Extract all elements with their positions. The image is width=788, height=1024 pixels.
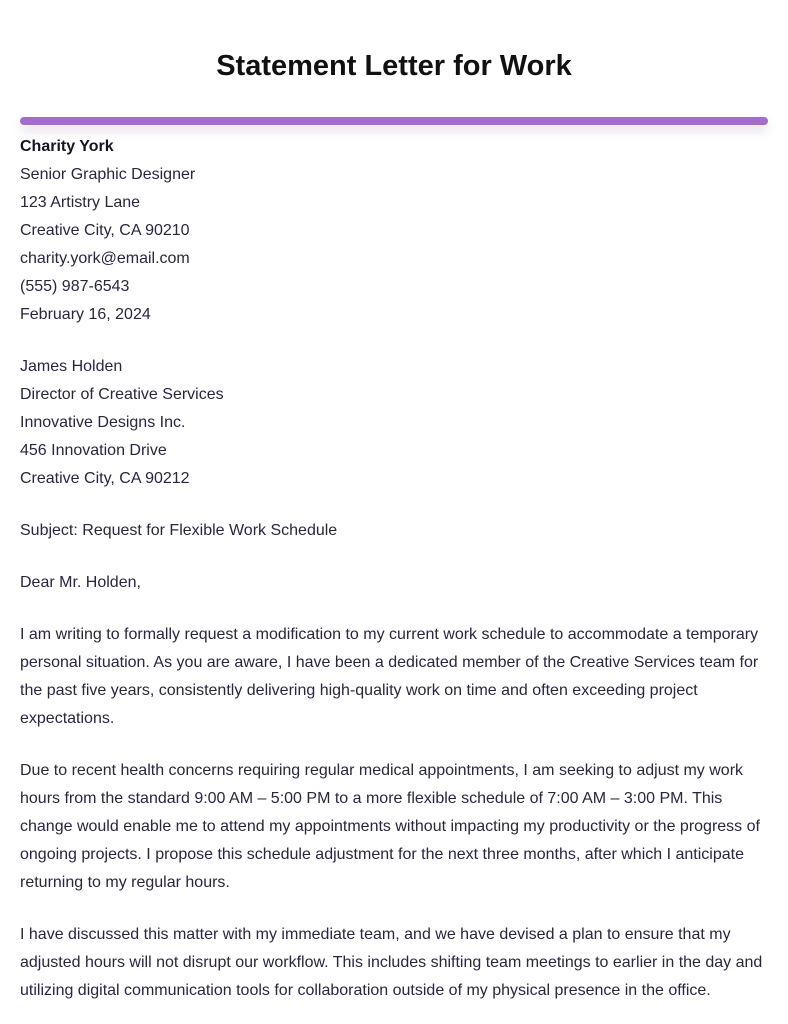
body-paragraph-1: I am writing to formally request a modification to my current work schedule to accommodate a temporary personal situation. As you are aware, I have been a dedicated member of the Creative Services team for the past five years, consistently delivering high-quality work on time and often exceeding project expectations. xyxy=(20,626,759,727)
recipient-street: 456 Innovation Drive xyxy=(20,442,167,459)
recipient-name: James Holden xyxy=(20,358,123,375)
letter-body xyxy=(20,133,768,1024)
salutation: Dear Mr. Holden, xyxy=(20,574,141,591)
recipient-block xyxy=(20,353,768,493)
recipient-city-state-zip: Creative City, CA 90212 xyxy=(20,470,190,487)
sender-phone: (555) 987-6543 xyxy=(20,278,130,295)
sender-street: 123 Artistry Lane xyxy=(20,194,141,211)
sender-email: charity.york@email.com xyxy=(20,250,190,267)
letter-date: February 16, 2024 xyxy=(20,306,151,323)
sender-city-state-zip: Creative City, CA 90210 xyxy=(20,222,190,239)
body-paragraph-3: I have discussed this matter with my immediate team, and we have devised a plan to ensure that my adjusted hours will not disrupt our workflow. This includes shifting team meetings to earlier in the day and utilizing digital communication tools for collaboration outside of my physical presence in the office. xyxy=(20,926,763,999)
title-divider xyxy=(20,117,768,125)
recipient-job-title: Director of Creative Services xyxy=(20,386,224,403)
subject-line: Subject: Request for Flexible Work Schedule xyxy=(20,522,338,539)
recipient-company: Innovative Designs Inc. xyxy=(20,414,186,431)
sender-job-title: Senior Graphic Designer xyxy=(20,166,196,183)
page-title: Statement Letter for Work xyxy=(216,50,572,82)
sender-name: Charity York xyxy=(20,138,114,155)
body-paragraph-2: Due to recent health concerns requiring regular medical appointments, I am seeking to adjust my work hours from the standard 9:00 AM – 5:00 PM to a more flexible schedule of 7:00 AM – 3:00 PM. This change would enable me to attend my appointments without impacting my productivity or the progress of ongoing projects. I propose this schedule adjustment for the next three months, after which I anticipate returning to my regular hours. xyxy=(20,762,760,891)
sender-block xyxy=(20,133,768,329)
